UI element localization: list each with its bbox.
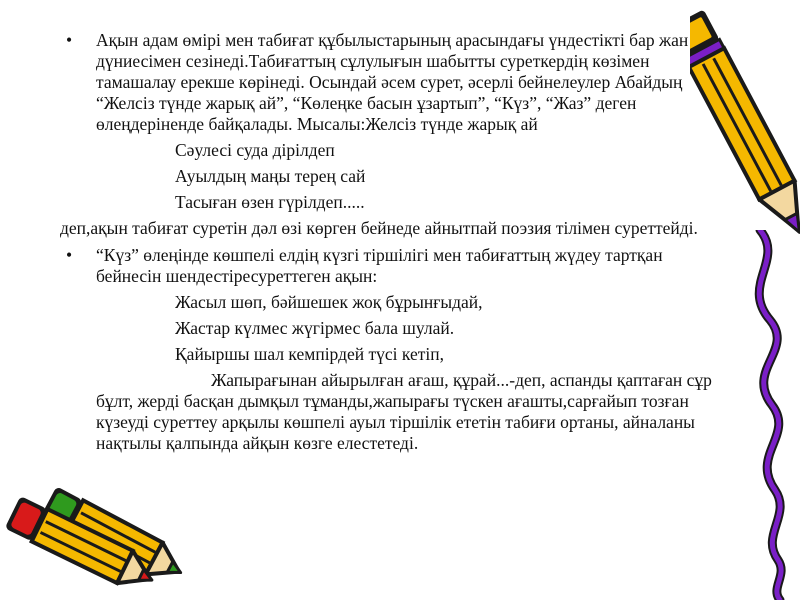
paragraph-3 [60, 245, 720, 287]
verse-2-closing-text: Жапырағынан айырылған ағаш, құрай...-деп, аспанды қаптаған сұр бұлт, жерді басқан дымқыл тұманды,жапырағы түскен ағашты,сарғайып тозған күзеуді суреттеу арқылы көшпелі ауыл тіршілік ететін табиғи ортаны, айналаны нақтылы қалпында айқын көзге елестетеді. [96, 370, 712, 453]
bullet-icon: • [66, 245, 73, 265]
bullet-icon: • [66, 30, 73, 50]
verse-2-line-3: Қайыршы шал кемпірдей түсі кетіп, [175, 344, 444, 364]
verse-2-line-2: Жастар күлмес жүгірмес бала шулай. [175, 318, 455, 338]
slide-text-body [60, 30, 720, 454]
verse-1-line-2: Ауылдың маңы терең сай [175, 166, 366, 186]
pencil-icon-bottom-left-red [0, 490, 170, 600]
paragraph-3-text: “Күз” өлеңінде көшпелі елдің күзгі тіршілігі мен табиғаттың жүдеу тартқан бейнесін шендестіресуреттеген ақын: [96, 245, 663, 286]
paragraph-1 [60, 30, 720, 135]
verse-1-line-1: Сәулесі суда дірілдеп [175, 140, 335, 160]
verse-2-closing-paragraph [60, 370, 720, 454]
verse-1-line-3: Тасыған өзен гүрілдеп..... [175, 192, 365, 212]
verse-2-line-1: Жасыл шөп, бәйшешек жоқ бұрынғыдай, [175, 292, 483, 312]
paragraph-1-text: Ақын адам өмірі мен табиғат құбылыстарының арасындағы үндестікті бар жан дүниесімен сезінеді.Табиғаттың сұлулығын шабытты суреткердің көзімен тамашалау ерекше көрінеді. Осындай әсем сурет, әсерлі бейнелеулер Абайдың “Желсіз түнде жарық ай”, “Көлеңке басын ұзартып”, “Күз”, “Жаз” деген өлеңдеріненде байқалады. Мысалы:Желсіз түнде жарық ай [96, 30, 689, 134]
paragraph-2: деп,ақын табиғат суретін дәл өзі көрген бейнеде айнытпай поэзия тілімен суреттейді. [60, 218, 698, 238]
